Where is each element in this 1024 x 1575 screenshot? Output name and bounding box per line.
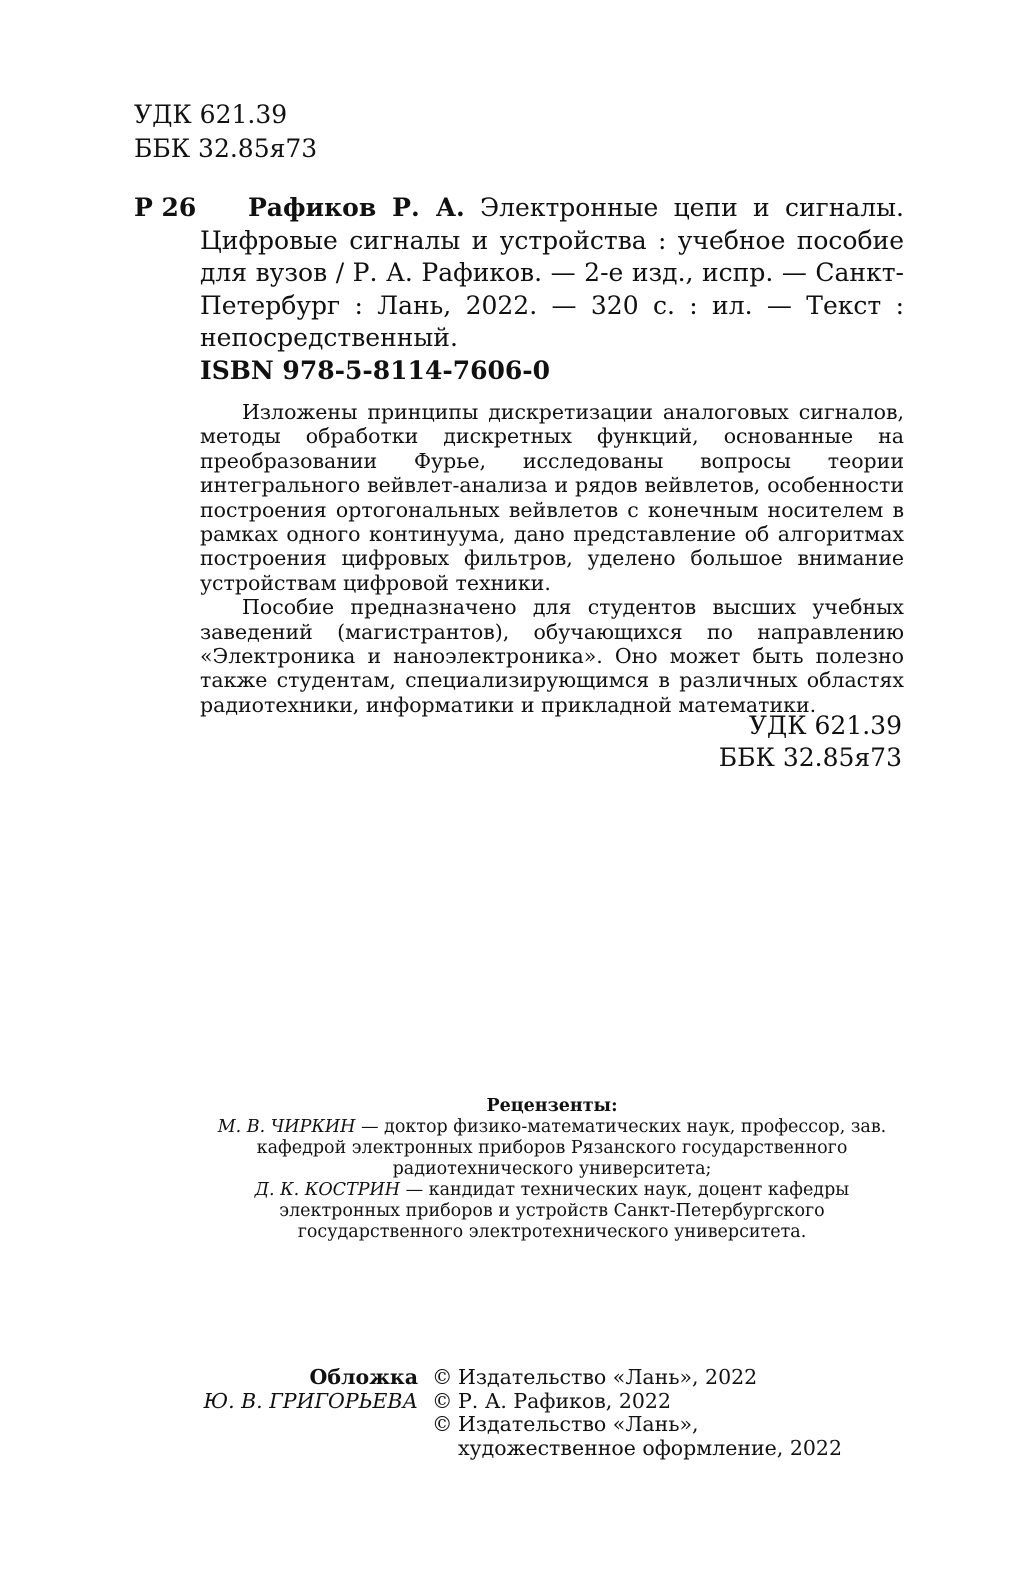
- copyright-design: Издательство «Лань», художественное оформление, 2022: [458, 1412, 843, 1460]
- description-text: Электронные цепи и сигналы. Цифровые сигналы и устройства : учебное пособие для вузов / Р. А. Рафиков. — 2-е изд., испр. — Санкт-Петербург : Лань, 2022. — 320 с. : ил. — Текст : непосредственный.: [200, 193, 904, 352]
- credit-row: [200, 1413, 904, 1460]
- reviewer-info: — кандидат технических наук, доцент кафедры электронных приборов и устройств Санкт-Петербургского государственного электротехнического университета.: [279, 1180, 850, 1242]
- udk-code: УДК 621.39: [134, 100, 288, 129]
- author-sign: Р 26: [134, 193, 197, 222]
- reviewer-entry: [200, 1117, 904, 1180]
- udk-bbk-footer: [719, 710, 902, 774]
- author-name: Рафиков Р. А.: [248, 193, 465, 222]
- copyright-author: Р. А. Рафиков, 2022: [458, 1388, 672, 1413]
- reviewer-entry: [200, 1180, 904, 1243]
- copyright-block: [200, 1366, 904, 1460]
- annotation: [200, 400, 904, 717]
- udk-code: УДК 621.39: [748, 711, 902, 740]
- reviewers-title: Рецензенты:: [486, 1096, 618, 1116]
- annotation-paragraph: Пособие предназначено для студентов высших учебных заведений (магистрантов), обучающихся по направлению «Электроника и наноэлектроника». Оно может быть полезно также студентам, специализирующимся в различных областях радиотехники, информатики и прикладной математики.: [200, 595, 904, 717]
- credit-row: [200, 1390, 904, 1414]
- cover-designer: Ю. В. ГРИГОРЬЕВА: [203, 1388, 418, 1413]
- bbk-code: ББК 32.85я73: [718, 743, 902, 772]
- copyright-symbol: ©: [432, 1412, 453, 1436]
- annotation-paragraph: Изложены принципы дискретизации аналоговых сигналов, методы обработки дискретных функций, основанные на преобразовании Фурье, исследованы вопросы теории интегрального вейвлет-анализа и рядов вейвлетов, особенности построения ортогональных вейвлетов с конечным носителем в рамках одного континуума, дано представление об алгоритмах построения цифровых фильтров, уделено большое внимание устройствам цифровой техники.: [200, 400, 904, 595]
- copyright-publisher: Издательство «Лань», 2022: [458, 1365, 758, 1389]
- isbn: ISBN 978-5-8114-7606-0: [200, 356, 551, 385]
- reviewer-info: — доктор физико-математических наук, профессор, зав. кафедрой электронных приборов Рязанского государственного радиотехнического университета;: [256, 1117, 887, 1179]
- reviewer-name: Д. К. КОСТРИН: [254, 1180, 401, 1200]
- copyright-symbol: ©: [432, 1365, 453, 1389]
- reviewers-block: [200, 1096, 904, 1243]
- cover-label: Обложка: [309, 1365, 418, 1389]
- udk-bbk-header: [134, 98, 317, 166]
- credit-row: [200, 1366, 904, 1390]
- bbk-code: ББК 32.85я73: [134, 134, 318, 163]
- bibliographic-description: [200, 192, 904, 355]
- copyright-symbol: ©: [432, 1388, 453, 1413]
- reviewer-name: М. В. ЧИРКИН: [217, 1117, 356, 1137]
